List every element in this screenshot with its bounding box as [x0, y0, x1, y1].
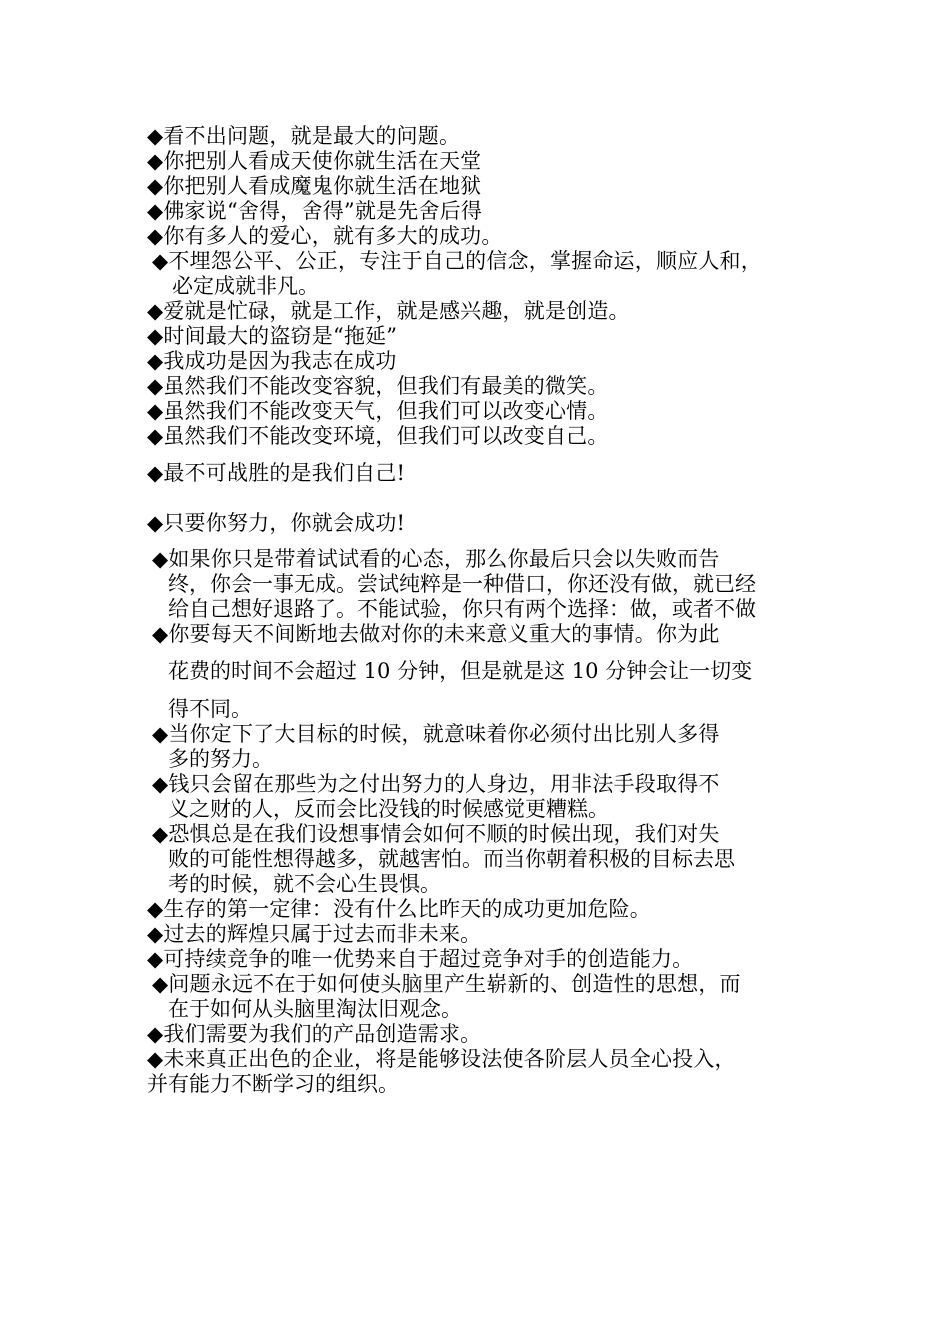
quote-text: 我成功是因为我志在成功	[163, 349, 397, 373]
quote-text: 最不可战胜的是我们自己!	[163, 461, 406, 485]
quote-text: 钱只会留在那些为之付出努力的人身边，用非法手段取得不	[168, 772, 720, 796]
quote-line-18	[152, 772, 720, 797]
quote-line-23	[152, 972, 741, 997]
bullet-icon: ◆	[152, 772, 169, 796]
quote-text: 时间最大的盗窃是“拖延”	[163, 324, 398, 348]
quote-text: 未来真正出色的企业，将是能够设法使各阶层人员全心投入，	[163, 1047, 736, 1071]
quote-text: 我们需要为我们的产品创造需求。	[163, 1022, 482, 1046]
quote-line-19-cont-1: 败的可能性想得越多，就越害怕。而当你朝着积极的目标去思	[168, 847, 735, 871]
quote-line-17-cont-1: 多的努力。	[168, 747, 273, 771]
quote-line-24	[147, 1022, 481, 1047]
quote-line-15-cont-2: 给自己想好退路了。不能试验，你只有两个选择：做，或者不做	[168, 597, 756, 621]
quote-text: 虽然我们不能改变环境，但我们可以改变自己。	[163, 424, 609, 448]
quote-line-4	[147, 199, 482, 224]
quote-line-16	[152, 622, 720, 647]
quote-text: 如果你只是带着试试看的心态，那么你最后只会以失败而告	[168, 547, 720, 571]
quote-text: 你要每天不间断地去做对你的未来意义重大的事情。你为此	[168, 622, 720, 646]
quote-line-14	[147, 511, 405, 536]
bullet-icon: ◆	[147, 149, 164, 173]
quote-text: 佛家说“舍得，舍得”就是先舍后得	[163, 199, 483, 223]
bullet-icon: ◆	[147, 922, 164, 946]
quote-line-22	[147, 947, 693, 972]
quote-text: 你把别人看成天使你就生活在天堂	[163, 149, 482, 173]
quote-line-23-cont-1: 在于如何从头脑里淘汰旧观念。	[168, 997, 462, 1021]
bullet-icon: ◆	[147, 424, 164, 448]
quote-text: 虽然我们不能改变容貌，但我们有最美的微笑。	[163, 374, 609, 398]
quote-line-2	[147, 149, 481, 174]
quote-text: 当你定下了大目标的时候，就意味着你必须付出比别人多得	[168, 722, 720, 746]
quote-text: 可持续竞争的唯一优势来自于超过竞争对手的创造能力。	[163, 947, 694, 971]
bullet-icon: ◆	[147, 224, 164, 248]
quote-line-18-cont-1: 义之财的人，反而会比没钱的时候感觉更糟糕。	[168, 797, 609, 821]
quote-text: 问题永远不在于如何使头脑里产生崭新的、创造性的思想，而	[168, 972, 741, 996]
quote-text: 爱就是忙碌，就是工作，就是感兴趣，就是创造。	[163, 299, 630, 323]
quote-line-19-cont-2: 考的时候，就不会心生畏惧。	[168, 872, 441, 896]
quote-text: 生存的第一定律：没有什么比昨天的成功更加危险。	[163, 897, 651, 921]
quote-line-13	[147, 461, 405, 486]
quote-line-20	[147, 897, 651, 922]
quote-line-6	[152, 249, 762, 274]
bullet-icon: ◆	[147, 324, 164, 348]
quote-text: 只要你努力，你就会成功!	[163, 511, 406, 535]
quote-text: 不埋怨公平、公正，专注于自己的信念，掌握命运，顺应人和，	[168, 249, 762, 273]
bullet-icon: ◆	[147, 124, 164, 148]
quote-line-7	[147, 299, 630, 324]
quote-text: 你有多人的爱心，就有多大的成功。	[163, 224, 503, 248]
quote-text: 恐惧总是在我们设想事情会如何不顺的时候出现，我们对失	[168, 822, 720, 846]
bullet-icon: ◆	[152, 249, 169, 273]
quote-line-25-cont-1: 并有能力不断学习的组织。	[147, 1072, 399, 1096]
bullet-icon: ◆	[147, 947, 164, 971]
bullet-icon: ◆	[147, 511, 164, 535]
quote-text: 虽然我们不能改变天气，但我们可以改变心情。	[163, 399, 609, 423]
bullet-icon: ◆	[147, 174, 164, 198]
quote-line-16-cont-2: 得不同。	[168, 697, 252, 721]
quote-line-15	[152, 547, 720, 572]
quote-line-3	[147, 174, 481, 199]
quote-line-1	[147, 124, 460, 149]
quote-line-21	[147, 922, 481, 947]
quote-line-5	[147, 224, 503, 249]
bullet-icon: ◆	[152, 972, 169, 996]
bullet-icon: ◆	[147, 1022, 164, 1046]
bullet-icon: ◆	[147, 299, 164, 323]
bullet-icon: ◆	[147, 199, 164, 223]
bullet-icon: ◆	[152, 822, 169, 846]
quote-line-15-cont-1: 终，你会一事无成。尝试纯粹是一种借口，你还没有做，就已经	[168, 572, 756, 596]
quote-line-8	[147, 324, 397, 349]
bullet-icon: ◆	[147, 461, 164, 485]
quote-text: 看不出问题，就是最大的问题。	[163, 124, 461, 148]
quote-line-25	[147, 1047, 736, 1072]
bullet-icon: ◆	[152, 722, 169, 746]
quote-text: 你把别人看成魔鬼你就生活在地狱	[163, 174, 482, 198]
quote-text: 过去的辉煌只属于过去而非未来。	[163, 922, 482, 946]
bullet-icon: ◆	[147, 897, 164, 921]
quote-line-12	[147, 424, 609, 449]
bullet-icon: ◆	[147, 1047, 164, 1071]
quote-line-6-cont-1: 必定成就非凡。	[172, 274, 319, 298]
bullet-icon: ◆	[147, 374, 164, 398]
bullet-icon: ◆	[152, 547, 169, 571]
quote-line-17	[152, 722, 720, 747]
quote-line-9	[147, 349, 397, 374]
bullet-icon: ◆	[152, 622, 169, 646]
bullet-icon: ◆	[147, 349, 164, 373]
quote-line-16-cont-1: 花费的时间不会超过 10 分钟，但是就是这 10 分钟会让一切变	[168, 659, 753, 683]
quote-line-19	[152, 822, 720, 847]
bullet-icon: ◆	[147, 399, 164, 423]
quote-line-11	[147, 399, 609, 424]
quote-line-10	[147, 374, 609, 399]
